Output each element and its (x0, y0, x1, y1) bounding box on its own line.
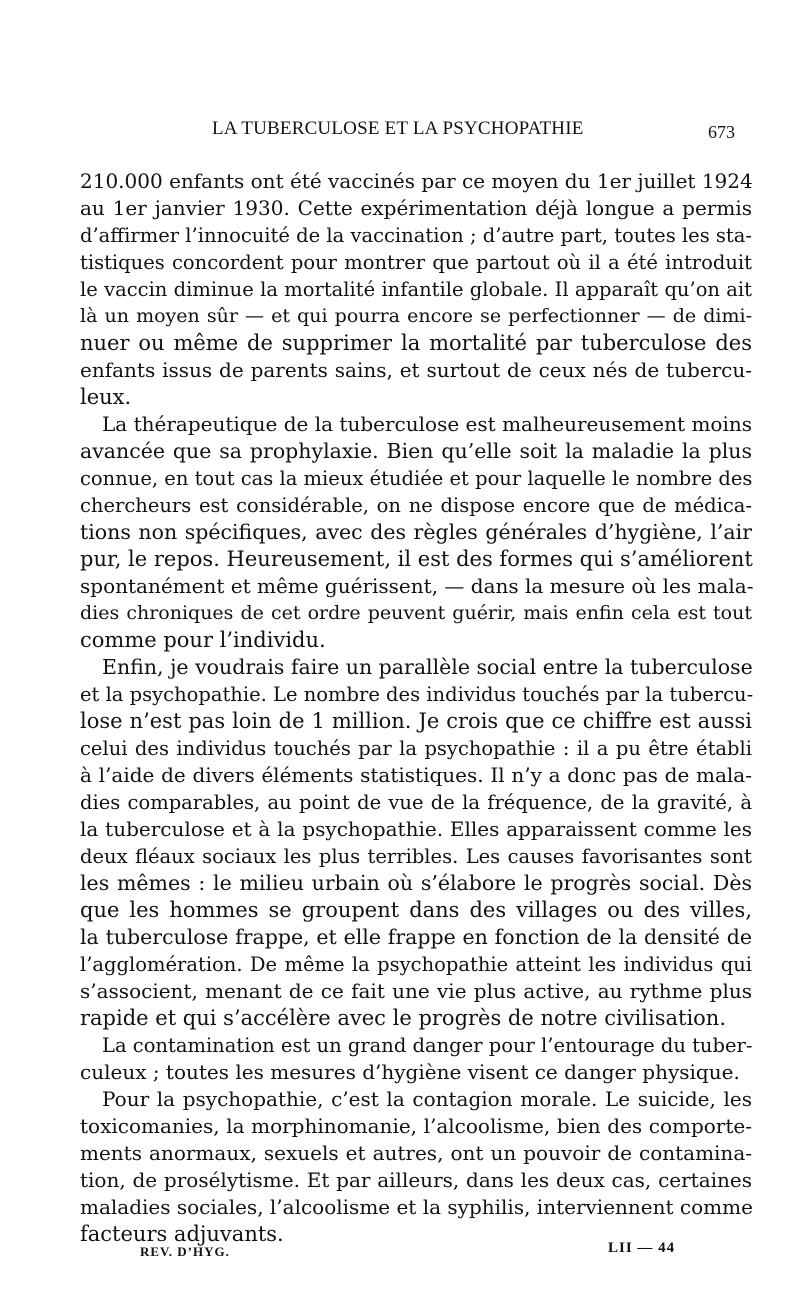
text-line: et la psychopathie. Le nombre des individus touchés par la tubercu- (80, 683, 754, 706)
text-line: maladies sociales, l’alcoolisme et la syphilis, interviennent comme (80, 1195, 753, 1219)
paragraph-first-line: La thérapeutique de la tuberculose est malheureusement moins (102, 412, 752, 436)
text-line: avancée que sa prophylaxie. Bien qu’elle soit la maladie la plus (80, 439, 752, 463)
text-line: spontanément et même guérissent, — dans la mesure où les mala- (80, 574, 754, 598)
footer-signature-mark: LII — 44 (608, 1240, 676, 1256)
text-line: dies chroniques de cet ordre peuvent guérir, mais enfin cela est tout (80, 602, 752, 624)
text-line: facteurs adjuvants. (80, 1222, 284, 1246)
text-line: 210.000 enfants ont été vaccinés par ce moyen du 1er juillet 1924 (80, 169, 753, 193)
text-line: la tuberculose et à la psychopathie. Elles apparaissent comme les (80, 817, 752, 841)
text-line: au 1er janvier 1930. Cette expérimentation déjà longue a permis (80, 196, 752, 220)
body-text (80, 168, 752, 1248)
running-title: LA TUBERCULOSE ET LA PSYCHOPATHIE (212, 118, 584, 139)
text-line: deux fléaux sociaux les plus terribles. Les causes favorisantes sont (80, 845, 752, 868)
text-line: nuer ou même de supprimer la mortalité par tuberculose des (80, 331, 752, 355)
text-line: chercheurs est considérable, on ne dispose encore que de médica- (80, 494, 752, 517)
text-line: là un moyen sûr — et qui pourra encore se perfectionner — de dimi- (80, 305, 752, 327)
text-line: connue, en tout cas la mieux étudiée et pour laquelle le nombre des (80, 467, 753, 490)
text-line: tistiques concordent pour montrer que partout où il a été introduit (80, 251, 752, 274)
text-line: ments anormaux, sexuels et autres, ont un pouvoir de contamina- (80, 1141, 752, 1165)
paragraph-first-line: La contamination est un grand danger pour l’entourage du tuber- (102, 1034, 753, 1057)
text-line: enfants issus de parents sains, et surtout de ceux nés de tubercu- (80, 358, 752, 382)
page-number: 673 (708, 122, 735, 142)
text-line: lose n’est pas loin de 1 million. Je crois que ce chiffre est aussi (80, 709, 752, 733)
text-line: s’associent, menant de ce fait une vie plus active, au rythme plus (80, 979, 752, 1003)
text-line: d’affirmer l’innocuité de la vaccination ; d’autre part, toutes les sta- (80, 224, 752, 247)
text-line: celui des individus touchés par la psychopathie : il a pu être établi (80, 737, 752, 760)
text-line: pur, le repos. Heureusement, il est des formes qui s’améliorent (80, 547, 753, 571)
text-line: que les hommes se groupent dans des villages ou des villes, (80, 898, 752, 922)
text-line: les mêmes : le milieu urbain où s’élabore le progrès social. Dès (80, 871, 752, 895)
paragraph-first-line: Pour la psychopathie, c’est la contagion morale. Le suicide, les (102, 1087, 752, 1111)
text-line: tions non spécifiques, avec des règles générales d’hygiène, l’air (80, 520, 752, 544)
text-line: dies comparables, au point de vue de la fréquence, de la gravité, à (80, 791, 752, 814)
text-line: à l’aide de divers éléments statistiques. Il n’y a donc pas de mala- (80, 763, 752, 787)
text-line: la tuberculose frappe, et elle frappe en fonction de la densité de (80, 925, 752, 949)
footer-journal-abbreviation: REV. D’HYG. (140, 1244, 230, 1259)
paragraph-first-line: Enfin, je voudrais faire un parallèle social entre la tuberculose (102, 655, 753, 679)
text-line: leux. (80, 385, 132, 409)
text-line: toxicomanies, la morphinomanie, l’alcoolisme, bien des comporte- (80, 1114, 752, 1138)
text-line: le vaccin diminue la mortalité infantile globale. Il apparaît qu’on ait (80, 278, 752, 301)
text-line: l’agglomération. De même la psychopathie atteint les individus qui (80, 953, 752, 976)
text-line: rapide et qui s’accélère avec le progrès de notre civilisation. (80, 1006, 727, 1030)
text-line: culeux ; toutes les mesures d’hygiène visent ce danger physique. (80, 1060, 740, 1084)
text-line: tion, de prosélytisme. Et par ailleurs, dans les deux cas, certaines (80, 1168, 752, 1192)
text-line: comme pour l’individu. (80, 628, 326, 652)
